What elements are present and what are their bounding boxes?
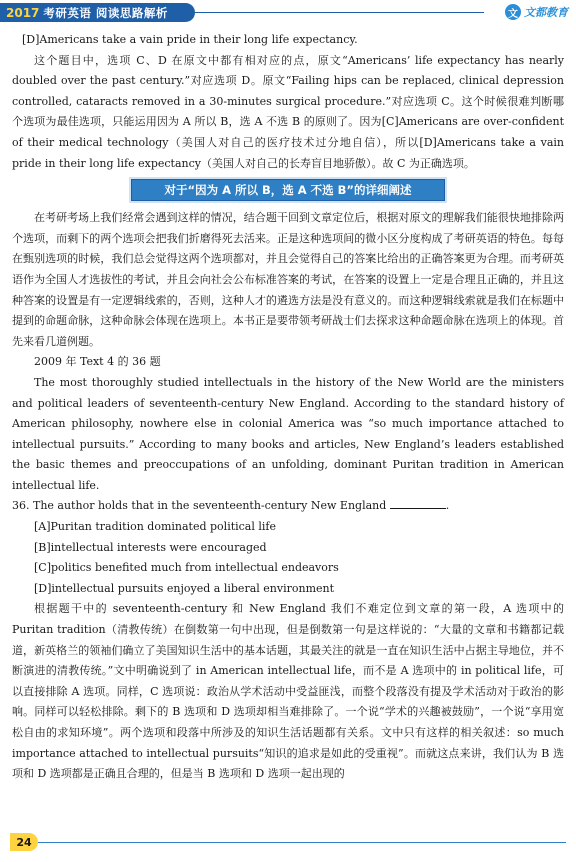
header-title: 考研英语 阅读思路解析 xyxy=(43,5,168,20)
analysis-paragraph-1: 这个题目中，选项 C、D 在原文中都有相对应的点，原文“Americans’ life expectancy has nearly doubled over the past century.”对应选项 D。原文“Failing hips can be replaced, clinical depression controlled, cataracts removed in a 30-minutes surgical procedure.”对应选项 C。这个时候很难判断哪个选项为最佳选项，只能运用因为 A 所以 B，选 A 不选 B 的原则了。因为[C]Americans are over-confident of their medical technology（美国人对自己的医疗技术过分地自信），所以[D]Americans take a vain pride in their long life expectancy（美国人对自己的长寿盲目地骄傲）。故 C 为正确选项。 xyxy=(12,53,564,170)
question-36 xyxy=(12,496,564,517)
question-36-stem: 36. The author holds that in the seventeenth-century New England xyxy=(12,499,387,513)
answer-blank xyxy=(390,498,446,509)
option-c: [C]politics benefited much from intellectual endeavors xyxy=(34,561,339,575)
page-number: 24 xyxy=(10,833,38,851)
option-d: [D]intellectual pursuits enjoyed a liberal environment xyxy=(34,581,335,595)
question-36-end: . xyxy=(445,499,450,513)
header-band xyxy=(0,3,195,22)
brand-name: 文都教育 xyxy=(524,6,568,19)
page-content xyxy=(12,30,564,785)
analysis-paragraph-2: 在考研考场上我们经常会遇到这样的情况，结合题干回到文章定位后，根据对原文的理解我们能很快地排除两个选项，而剩下的两个选项会把我们折磨得死去活来。正是这种选项间的微小区分度构成了考研英语的特色。每每在甄别选项的时候，我们总会觉得这两个选项都对，并且会觉得自己的答案比给出的正确答案更为合理。而考研英语作为全国人才选拔性的考试，并且会向社会公布标准答案的考试，在答案的设置上一定是合理且正确的，并且这种答案的设置是有一定逻辑线索的，否则，这种人才的遴选方法是没有意义的。而这种逻辑线索就是我们在标题中提到的命题命脉，这种命脉会体现在选项上。本书正是要带领考研战士们去探求这种命题命脉在选项上的体现。首先来看几道例题。 xyxy=(12,211,564,348)
header-year: 2017 xyxy=(6,5,40,20)
option-a: [A]Puritan tradition dominated political life xyxy=(34,520,276,534)
option-b: [B]intellectual interests were encouraged xyxy=(34,540,267,554)
section-title: 对于“因为 A 所以 B，选 A 不选 B”的详细阐述 xyxy=(131,179,445,201)
example-heading: 2009 年 Text 4 的 36 题 xyxy=(34,355,161,369)
page-header xyxy=(0,0,576,24)
brand xyxy=(505,3,568,21)
option-d-quote: [D]Americans take a vain pride in their long life expectancy. xyxy=(22,33,358,46)
analysis-paragraph-3: 根据题干中的 seventeenth-century 和 New England 我们不难定位到文章的第一段，A 选项中的 Puritan tradition（清教传统）在倒数第一句中出现，但是倒数第一句是这样说的：“大量的文章和书籍都记载道，新英格兰的领袖们确立了美国知识生活中的基本话题，其最关注的就是一直在知识生活中占据主导地位，并不断演进的清教传统。”文中明确说到了 in American intellectual life，而不是 A 选项中的 in political life，可以直接排除 A 选项。同样，C 选项说：政治从学术活动中受益匪浅，而整个段落没有提及学术活动对于政治的影响。同样可以轻松排除。剩下的 B 选项和 D 选项却相当难排除了。一个说“学术的兴趣被鼓励”，一个说“享用宽松自由的求知环境”。两个选项和段落中所涉及的知识生活话题都有关系。文中只有这样的相关叙述：so much importance attached to intellectual pursuits“知识的追求是如此的受重视”。而就这点来讲，我们认为 B 选项和 D 选项都是正确且合理的，但是当 B 选项和 D 选项一起出现的 xyxy=(12,602,564,781)
passage-paragraph: The most thoroughly studied intellectuals in the history of the New World are the ministers and political leaders of seventeenth-century New England. According to the standard history of American philosophy, nowhere else in colonial America was “so much importance attached to intellectual pursuits.” According to many books and articles, New England’s leaders established the basic themes and preoccupations of an unfolding, dominant Puritan tradition in American intellectual life. xyxy=(12,375,564,492)
header-rule xyxy=(195,12,484,13)
brand-logo-icon: 文 xyxy=(505,4,521,20)
footer-rule xyxy=(38,842,566,843)
